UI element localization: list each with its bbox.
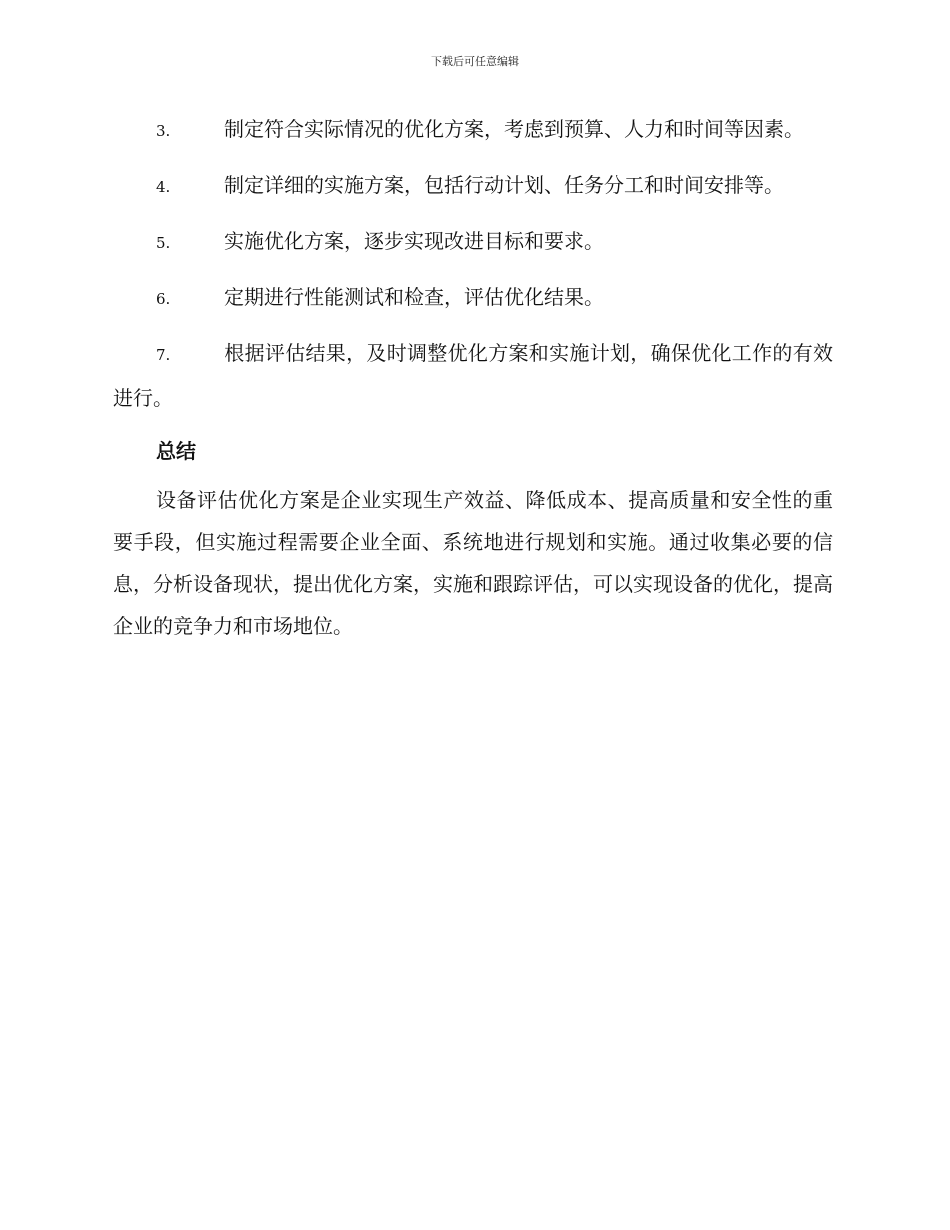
list-item-step-3: [113, 108, 833, 153]
list-number: 7.: [156, 346, 171, 364]
list-number: 4.: [156, 178, 171, 196]
summary-paragraph: 设备评估优化方案是企业实现生产效益、降低成本、提高质量和安全性的重要手段，但实施过程需要企业全面、系统地进行规划和实施。通过收集必要的信息，分析设备现状，提出优化方案，实施和跟踪评估，可以实现设备的优化，提高企业的竞争力和市场地位。: [113, 488, 833, 638]
list-item-step-6: [113, 276, 833, 321]
list-item-step-7: [113, 332, 833, 420]
list-item-step-5: [113, 220, 833, 265]
section-heading-summary: 总结: [156, 439, 196, 463]
list-text: 定期进行性能测试和检查，评估优化结果。: [224, 285, 604, 309]
page-header: 下载后可任意编辑: [431, 55, 519, 68]
list-item-step-4: [113, 164, 833, 209]
list-number: 3.: [156, 122, 171, 140]
list-number: 6.: [156, 290, 171, 308]
list-text: 制定详细的实施方案，包括行动计划、任务分工和时间安排等。: [224, 173, 784, 197]
list-text: 实施优化方案，逐步实现改进目标和要求。: [224, 229, 604, 253]
list-text: 制定符合实际情况的优化方案，考虑到预算、人力和时间等因素。: [224, 117, 804, 141]
list-number: 5.: [156, 234, 171, 252]
document-body: [113, 108, 833, 647]
list-text: 根据评估结果，及时调整优化方案和实施计划，确保优化工作的有效进行。: [113, 341, 833, 410]
